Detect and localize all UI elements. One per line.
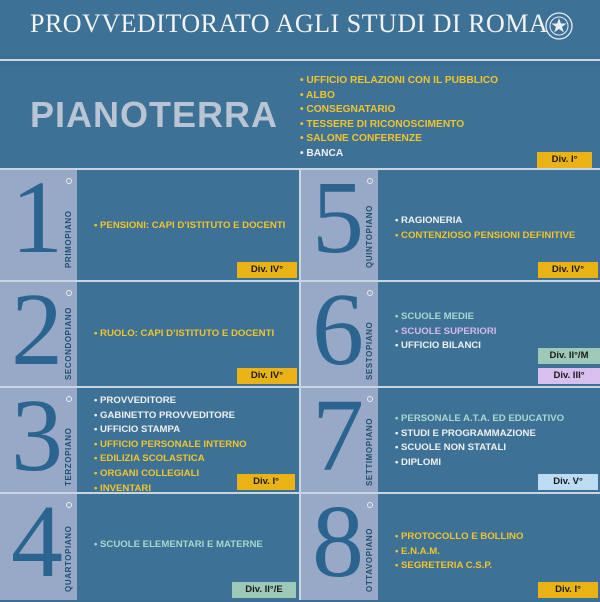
floor-label — [63, 178, 77, 270]
floor-office-item: • UFFICIO PERSONALE INTERNO — [94, 438, 247, 450]
floor-office-list — [94, 327, 274, 342]
floor-office-item: • SCUOLE SUPERIORI — [395, 325, 497, 337]
floor-number: 8 — [312, 484, 364, 599]
floor-dot-icon — [367, 396, 373, 402]
ground-floor-panel — [0, 66, 600, 168]
floor-office-item: • RAGIONERIA — [395, 215, 463, 226]
floor-office-item: • BANCA — [300, 147, 344, 159]
division-badge: Div. IV° — [538, 262, 598, 278]
floor-office-item: • EDILIZIA SCOLASTICA — [94, 453, 205, 465]
divider-line — [0, 59, 600, 61]
floor-cell — [0, 272, 299, 387]
floor-office-item: • ALBO — [300, 89, 335, 101]
floor-dot-icon — [367, 290, 373, 296]
division-badge: Div. V° — [538, 474, 598, 490]
floor-office-item: • STUDI E PROGRAMMAZIONE — [395, 427, 536, 439]
floor-offices-panel — [378, 170, 600, 280]
floor-cell — [301, 378, 600, 493]
division-badge: Div. IV° — [237, 262, 297, 278]
floor-offices-panel — [77, 388, 299, 492]
ground-floor-title: PIANOTERRA — [30, 94, 279, 135]
floor-dot-icon — [66, 290, 72, 296]
floor-label-text: SESTOPIANO — [365, 321, 374, 380]
floor-cell — [301, 160, 600, 280]
floor-office-item: • PROVVEDITORE — [94, 395, 177, 406]
ground-floor-list — [300, 74, 498, 162]
floor-dot-icon — [66, 502, 72, 508]
floor-number-panel — [301, 484, 378, 600]
floor-office-list — [395, 412, 564, 470]
floor-label-text: QUARTOPIANO — [64, 525, 73, 592]
division-badge: Div. III° — [538, 368, 600, 384]
italian-republic-emblem-icon — [544, 11, 574, 41]
floor-office-item: • SCUOLE MEDIE — [395, 311, 475, 322]
floor-offices-panel — [378, 388, 600, 492]
floor-label — [63, 290, 77, 382]
floor-office-list — [395, 214, 575, 243]
floor-office-list — [94, 538, 263, 553]
floor-number: 3 — [11, 378, 63, 493]
floor-office-list — [395, 310, 496, 354]
floor-label-text: QUINTOPIANO — [365, 205, 374, 268]
floor-cell — [0, 160, 299, 280]
floor-office-item: • RUOLO: CAPI D’ISTITUTO E DOCENTI — [94, 328, 275, 339]
floor-office-item: • INVENTARI — [94, 482, 152, 494]
floor-label — [63, 502, 77, 594]
floor-offices-panel — [77, 282, 299, 386]
floor-number-panel — [301, 160, 378, 280]
floor-number-panel — [301, 272, 378, 387]
floor-office-item: • PROTOCOLLO E BOLLINO — [395, 531, 524, 542]
floor-office-item: • PENSIONI: CAPI D’ISTITUTO E DOCENTI — [94, 220, 286, 231]
floor-office-item: • PERSONALE A.T.A. ED EDUCATIVO — [395, 413, 565, 424]
division-badge: Div. II°/M — [538, 348, 600, 364]
floor-office-item: • GABINETTO PROVVEDITORE — [94, 409, 236, 421]
floor-office-item: • UFFICIO RELAZIONI CON IL PUBBLICO — [300, 75, 499, 86]
division-badge: Div. II°/E — [232, 582, 296, 598]
floor-office-item: • E.N.A.M. — [395, 545, 440, 557]
floor-office-item: • CONTENZIOSO PENSIONI DEFINITIVE — [395, 229, 576, 241]
floor-number: 5 — [312, 160, 364, 275]
floor-cell — [301, 484, 600, 600]
division-badge: Div. I° — [538, 582, 598, 598]
floor-office-item: • CONSEGNATARIO — [300, 104, 396, 116]
floor-label — [364, 502, 378, 594]
floor-office-item: • ORGANI COLLEGIALI — [94, 467, 200, 479]
floor-number: 6 — [312, 272, 364, 387]
floor-label — [364, 396, 378, 488]
floor-number: 4 — [11, 484, 63, 599]
floor-office-item: • UFFICIO STAMPA — [94, 424, 181, 436]
floor-cell — [0, 378, 299, 494]
floor-dot-icon — [367, 502, 373, 508]
floor-number-panel — [0, 378, 77, 493]
floor-number-panel — [0, 484, 77, 600]
floor-label — [63, 396, 77, 488]
header-banner — [0, 0, 600, 56]
floor-number-panel — [301, 378, 378, 493]
division-badge: Div. I° — [237, 474, 295, 490]
floor-office-item: • SALONE CONFERENZE — [300, 133, 422, 145]
division-badge: Div. IV° — [237, 368, 297, 384]
floor-label-text: SECONDOPIANO — [64, 307, 73, 380]
floor-offices-panel — [77, 170, 299, 280]
floor-cell — [301, 272, 600, 387]
floor-label-text: OTTAVOPIANO — [365, 527, 374, 592]
floor-office-item: • DIPLOMI — [395, 456, 441, 468]
floor-number: 1 — [11, 160, 63, 275]
floor-dot-icon — [66, 178, 72, 184]
floor-label-text: SETTIMOPIANO — [365, 417, 374, 486]
floor-office-item: • UFFICIO BILANCI — [395, 340, 481, 352]
floor-label-text: TERZOPIANO — [64, 427, 73, 486]
floor-number-panel — [0, 272, 77, 387]
division-badge: Div. I° — [537, 152, 592, 168]
floor-dot-icon — [367, 178, 373, 184]
floor-offices-panel — [378, 494, 600, 600]
floor-number-panel — [0, 160, 77, 280]
floor-office-item: • TESSERE DI RICONOSCIMENTO — [300, 118, 465, 130]
floor-label — [364, 178, 378, 270]
floor-offices-panel — [378, 282, 600, 386]
floor-office-item: • SCUOLE NON STATALI — [395, 442, 507, 454]
floor-offices-panel — [77, 494, 299, 600]
page-title: PROVVEDITORATO AGLI STUDI DI ROMA — [30, 9, 549, 38]
floor-number: 7 — [312, 378, 364, 493]
floor-office-item: • SCUOLE ELEMENTARI E MATERNE — [94, 539, 263, 550]
floor-office-list — [94, 394, 247, 496]
floor-office-list — [94, 219, 285, 234]
floor-label — [364, 290, 378, 382]
floor-label-text: PRIMOPIANO — [64, 210, 73, 268]
floor-number: 2 — [11, 272, 63, 387]
floor-office-item: • SEGRETERIA C.S.P. — [395, 560, 493, 572]
floor-dot-icon — [66, 396, 72, 402]
floor-office-list — [395, 530, 523, 574]
